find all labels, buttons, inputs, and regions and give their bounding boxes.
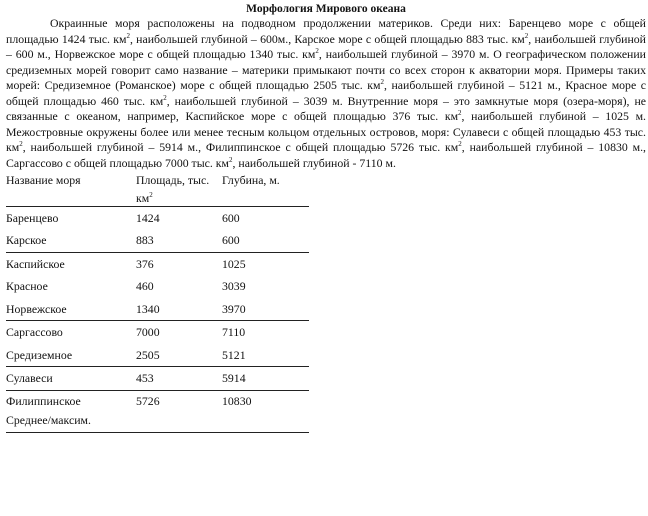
seas-table xyxy=(6,173,309,433)
cell-sea-name: Баренцево xyxy=(6,210,59,225)
document-title: Морфология Мирового океана xyxy=(246,3,406,15)
paragraph-text: , наибольшей глубиной - 7110 м. xyxy=(232,155,396,170)
header-depth: Глубина, м. xyxy=(222,173,309,206)
cell-area: 7000 xyxy=(136,325,160,340)
cell-area: 376 xyxy=(136,256,154,271)
cell-sea-name: Норвежское xyxy=(6,298,136,321)
table-row xyxy=(6,321,309,344)
cell-area: 460 xyxy=(136,279,154,294)
cell-depth: 5914 xyxy=(222,367,309,391)
cell-area: 883 xyxy=(136,229,222,252)
paragraph-text: , наибольшей глубиной – 600 м., Норвежское море с общей площадью 1340 тыс. км xyxy=(6,31,646,61)
paragraph-text: , наибольшей глубиной – 5121 м., Красное море с общей площадью 460 тыс. км xyxy=(6,78,646,108)
cell-sea-name: Саргассово xyxy=(6,325,63,340)
footer-label: Среднее/максим. xyxy=(6,410,136,433)
header-area-superscript: 2 xyxy=(149,191,153,199)
cell-depth: 10830 xyxy=(222,393,252,408)
cell-area: 1424 xyxy=(136,210,160,225)
table-row xyxy=(6,229,309,252)
header-area xyxy=(136,173,222,206)
cell-area: 453 xyxy=(136,367,222,391)
paragraph-text: , наибольшей глубиной – 3970 м. О географическом положении средиземных морей говорит само название – материки примыкают почти со всех сторон к акватории моря. Примеры таких морей: Средиземное (Романское) море с общей площадью 2505 тыс. км xyxy=(6,47,646,92)
cell-sea-name: Карское xyxy=(6,229,136,252)
cell-sea-name: Средиземное xyxy=(6,344,136,367)
paragraph-text: , наибольшей глубиной – 600м., Карское море с общей площадью 883 тыс. км xyxy=(129,31,525,46)
cell-sea-name: Филиппинское xyxy=(6,393,81,408)
cell-depth: 5121 xyxy=(222,344,309,367)
cell-sea-name: Красное xyxy=(6,279,48,294)
header-area-label: Площадь, тыс. км xyxy=(136,173,210,205)
superscript: 2 xyxy=(228,155,233,164)
paragraph-text: , наибольшей глубиной – 5914 м., Филиппинское с общей площадью 5726 тыс. км xyxy=(22,140,459,154)
cell-depth: 1025 xyxy=(222,256,246,271)
cell-depth: 600 xyxy=(222,210,240,225)
table-row xyxy=(6,390,309,410)
body-paragraph xyxy=(6,16,646,171)
table-header-row xyxy=(6,173,309,206)
superscript: 2 xyxy=(380,78,384,87)
document xyxy=(6,2,646,433)
superscript: 2 xyxy=(458,109,462,118)
cell-area: 5726 xyxy=(136,393,160,408)
superscript: 2 xyxy=(19,140,23,149)
footer-depth xyxy=(222,410,309,433)
paragraph-text: , наибольшей глубиной – 3039 м. Внутренние моря – это замкнутые моря (озера-моря), не связанные с океаном, например, Каспийское море с общей площадью 376 тыс. км xyxy=(6,93,646,123)
cell-area: 1340 xyxy=(136,298,222,321)
table-row xyxy=(6,252,309,275)
cell-depth: 600 xyxy=(222,229,309,252)
cell-depth: 3039 xyxy=(222,279,246,294)
superscript: 2 xyxy=(524,31,529,40)
cell-depth: 7110 xyxy=(222,325,246,340)
table-footer-row xyxy=(6,410,309,433)
cell-sea-name: Каспийское xyxy=(6,256,65,271)
paragraph-text: Окраинные моря расположены на подводном продолжении материков. Среди них: Баренцево море с общей площадью 1424 тыс. км xyxy=(6,16,646,46)
paragraph-text: , наибольшей глубиной – 10830 м., Саргассово с общей площадью 7000 тыс. км xyxy=(6,140,646,170)
cell-area: 2505 xyxy=(136,344,222,367)
footer-area xyxy=(136,410,222,433)
table-row xyxy=(6,298,309,321)
table-row xyxy=(6,275,309,298)
header-sea-name: Название моря xyxy=(6,173,136,206)
superscript: 2 xyxy=(315,47,319,56)
table-row xyxy=(6,367,309,391)
cell-depth: 3970 xyxy=(222,298,309,321)
table-row xyxy=(6,344,309,367)
superscript: 2 xyxy=(126,31,130,40)
paragraph-text: , наибольшей глубиной – 1025 м. Межостровные окружены более или менее тесным кольцом отдельных островов, моря: Сулавеси с общей площадью 453 тыс. км xyxy=(6,109,646,154)
superscript: 2 xyxy=(458,140,462,149)
cell-sea-name: Сулавеси xyxy=(6,367,136,391)
table-row xyxy=(6,206,309,229)
superscript: 2 xyxy=(163,93,167,102)
